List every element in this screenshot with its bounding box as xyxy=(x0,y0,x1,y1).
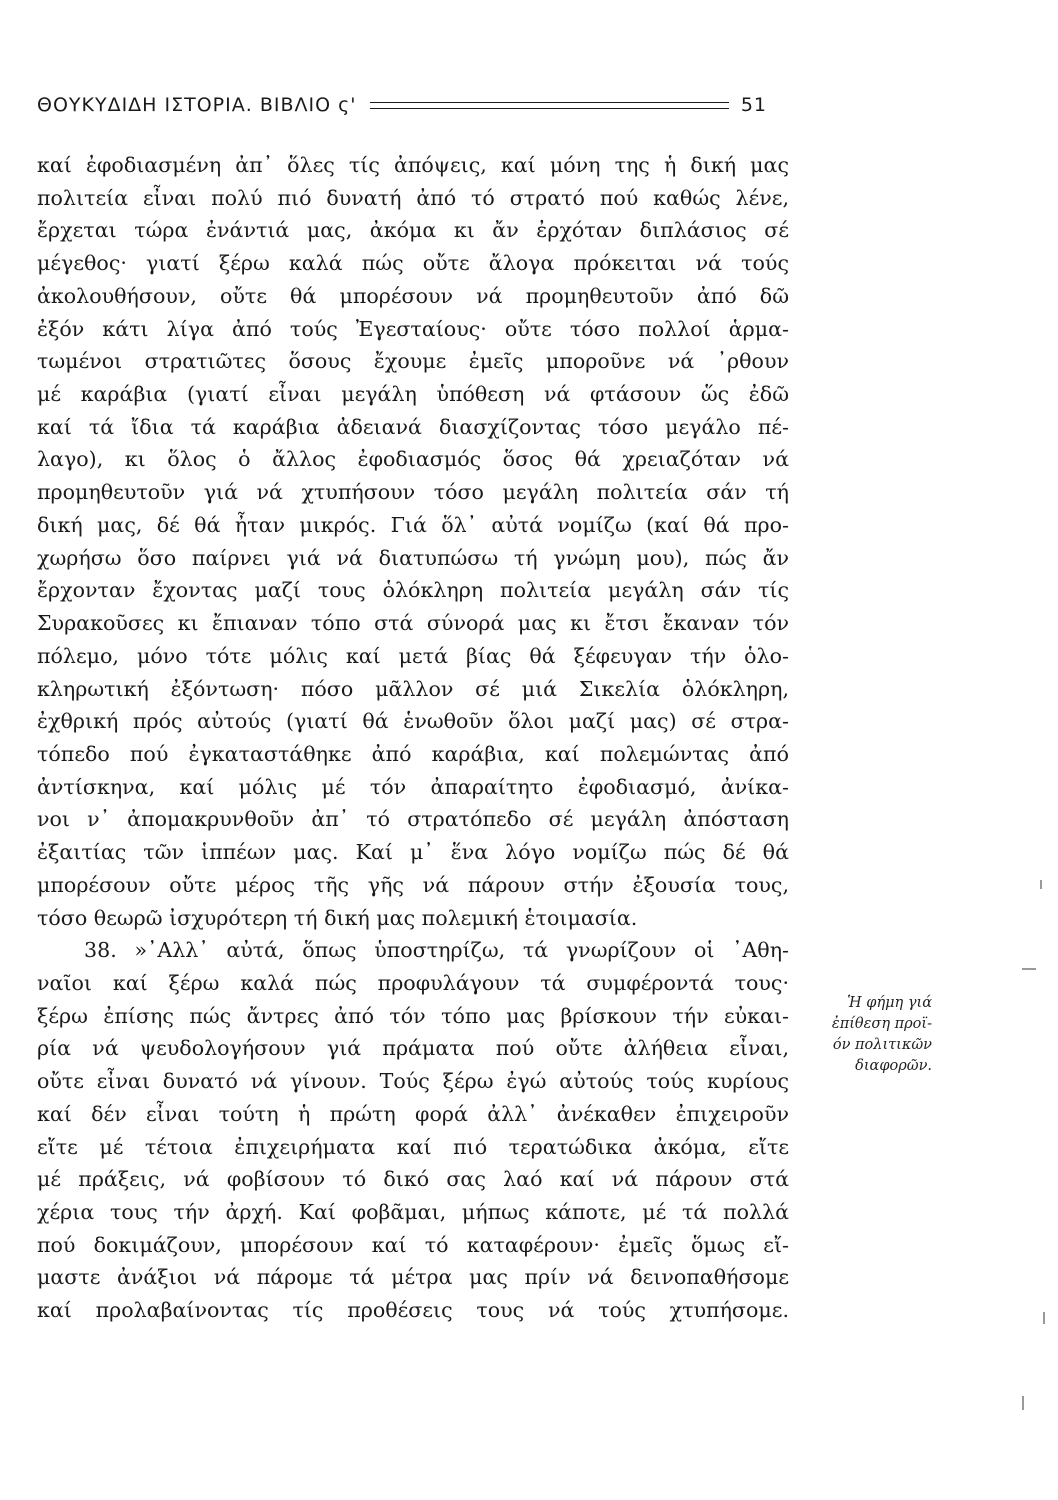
text-line: πολιτεία εἶναι πολύ πιό δυνατή ἀπό τό στρατό πού καθώς λένε, xyxy=(37,185,789,210)
margin-note-line: διαφορῶν. xyxy=(855,1058,932,1074)
scan-speck xyxy=(1043,1312,1045,1324)
margin-note-line: ἐπίθεση προϊ- xyxy=(831,1016,932,1032)
text-line: τόπεδο πού ἐγκαταστάθηκε ἀπό καράβια, καί πολεμώντας ἀπό xyxy=(37,741,789,766)
text-line: ναῖοι καί ξέρω καλά πώς προφυλάγουν τά συμφέροντά τους· xyxy=(37,970,789,995)
scan-speck xyxy=(1022,1396,1024,1410)
paragraph-end-line: τόσο θεωρῶ ἰσχυρότερη τή δική μας πολεμική ἑτοιμασία. xyxy=(37,905,638,930)
text-line: μέ καράβια (γιατί εἶναι μεγάλη ὑπόθεση νά φτάσουν ὥς ἐδῶ xyxy=(37,382,789,407)
text-line: ἐξαιτίας τῶν ἱππέων μας. Καί μ᾽ ἕνα λόγο νομίζω πώς δέ θά xyxy=(37,840,789,865)
text-line: πόλεμο, μόνο τότε μόλις καί μετά βίας θά ξέφευγαν τήν ὁλο- xyxy=(37,643,789,668)
text-line: μπορέσουν οὔτε μέρος τῆς γῆς νά πάρουν στήν ἐξουσία τους, xyxy=(37,872,789,897)
text-line: μαστε ἀνάξιοι νά πάρομε τά μέτρα μας πρίν νά δεινοπαθήσομε xyxy=(37,1265,789,1290)
text-line: χωρήσω ὅσο παίρνει γιά νά διατυπώσω τή γνώμη μου), πώς ἄν xyxy=(37,545,789,570)
text-line: ρία νά ψευδολογήσουν γιά πράματα πού οὔτε ἀλήθεια εἶναι, xyxy=(37,1036,789,1061)
running-head xyxy=(37,88,767,122)
section-38-start-line: 38. »᾽Αλλ᾽ αὐτά, ὅπως ὑποστηρίζω, τά γνωρίζουν οἱ ᾽Αθη- xyxy=(84,938,789,963)
text-line: τωμένοι στρατιῶτες ὅσους ἔχουμε ἐμεῖς μποροῦνε νά ᾽ρθουν xyxy=(37,349,789,374)
scan-speck xyxy=(1022,968,1036,970)
text-line: ἐχθρική πρός αὐτούς (γιατί θά ἑνωθοῦν ὅλοι μαζί μας) σέ στρα- xyxy=(37,709,789,734)
text-line: πού δοκιμάζουν, μπορέσουν καί τό καταφέρουν· ἐμεῖς ὅμως εἴ- xyxy=(37,1232,789,1257)
text-line: ἔρχεται τώρα ἐνάντιά μας, ἀκόμα κι ἄν ἐρχόταν διπλάσιος σέ xyxy=(37,218,789,243)
text-line: κληρωτική ἐξόντωση· πόσο μᾶλλον σέ μιά Σικελία ὁλόκληρη, xyxy=(37,676,789,701)
scan-speck xyxy=(1040,880,1042,889)
text-line: εἴτε μέ τέτοια ἐπιχειρήματα καί πιό τερατώδικα ἀκόμα, εἴτε xyxy=(37,1134,789,1159)
text-line: μέ πράξεις, νά φοβίσουν τό δικό σας λαό καί νά πάρουν στά xyxy=(37,1167,789,1192)
margin-note-line: Ἡ φήμη γιά xyxy=(847,995,932,1011)
text-line: προμηθευτοῦν γιά νά χτυπήσουν τόσο μεγάλη πολιτεία σάν τή xyxy=(37,480,789,505)
text-line: ἀκολουθήσουν, οὔτε θά μπορέσουν νά προμηθευτοῦν ἀπό δῶ xyxy=(37,283,789,308)
body-text xyxy=(37,149,789,1327)
text-line: δική μας, δέ θά ἦταν μικρός. Γιά ὅλ᾽ αὐτά νομίζω (καί θά προ- xyxy=(37,512,789,537)
header-double-rule xyxy=(370,102,728,109)
text-line: ἔρχονταν ἔχοντας μαζί τους ὁλόκληρη πολιτεία μεγάλη σάν τίς xyxy=(37,578,789,603)
text-line: Συρακοῦσες κι ἔπιαναν τόπο στά σύνορά μας κι ἔτσι ἔκαναν τόν xyxy=(37,611,789,636)
text-line: χέρια τους τήν ἀρχή. Καί φοβᾶμαι, μήπως κάποτε, μέ τά πολλά xyxy=(37,1200,789,1224)
text-line: καί προλαβαίνοντας τίς προθέσεις τους νά τούς χτυπήσομε. xyxy=(37,1298,789,1323)
text-line: καί ἐφοδιασμένη ἀπ᾽ ὅλες τίς ἀπόψεις, καί μόνη της ἡ δική μας xyxy=(37,153,789,177)
text-line: ἀντίσκηνα, καί μόλις μέ τόν ἀπαραίτητο ἐφοδιασμό, ἀνίκα- xyxy=(37,774,789,799)
running-head-title: ΘΟΥΚΥΔΙΔΗ ΙΣΤΟΡΙΑ. ΒΙΒΛΙΟ ς' xyxy=(37,94,357,116)
margin-note xyxy=(812,993,932,1077)
text-line: ἐξόν κάτι λίγα ἀπό τούς Ἐγεσταίους· οὔτε τόσο πολλοί ἁρμα- xyxy=(37,316,789,341)
text-line: οὔτε εἶναι δυνατό νά γίνουν. Τούς ξέρω ἐγώ αὐτούς τούς κυρίους xyxy=(37,1069,789,1094)
text-line: μέγεθος· γιατί ξέρω καλά πώς οὔτε ἄλογα πρόκειται νά τούς xyxy=(37,251,789,276)
text-line: ξέρω ἐπίσης πώς ἄντρες ἀπό τόν τόπο μας βρίσκουν τήν εὐκαι- xyxy=(37,1003,789,1028)
text-line: λαγο), κι ὅλος ὁ ἄλλος ἐφοδιασμός ὅσος θά χρειαζόταν νά xyxy=(37,447,789,472)
text-line: καί δέν εἶναι τούτη ἡ πρώτη φορά ἀλλ᾽ ἀνέκαθεν ἐπιχειροῦν xyxy=(37,1101,789,1126)
text-line: νοι ν᾽ ἀπομακρυνθοῦν ἀπ᾽ τό στρατόπεδο σέ μεγάλη ἀπόσταση xyxy=(37,807,789,832)
text-line: καί τά ἴδια τά καράβια ἀδειανά διασχίζοντας τόσο μεγάλο πέ- xyxy=(37,414,789,439)
page-number: 51 xyxy=(740,94,767,116)
margin-note-line: όν πολιτικῶν xyxy=(832,1037,932,1053)
